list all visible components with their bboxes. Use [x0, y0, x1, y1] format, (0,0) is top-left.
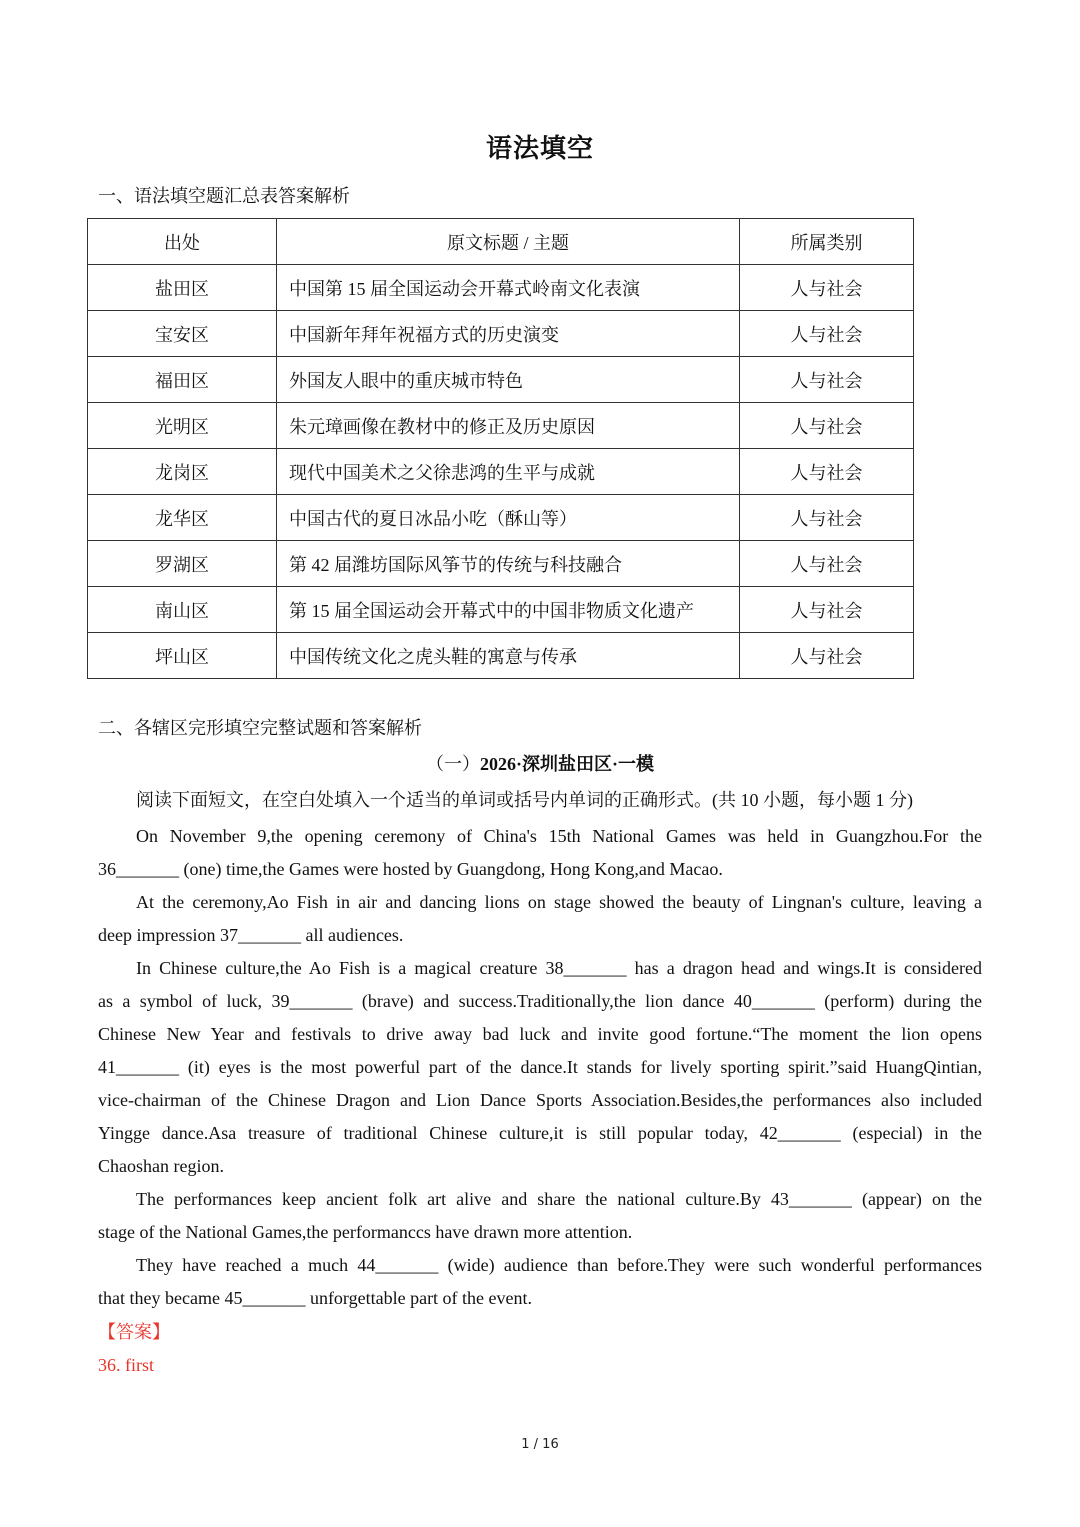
cell-category: 人与社会: [740, 449, 914, 495]
paragraph-line: In Chinese culture,the Ao Fish is a magical creature 38_______ has a dragon head and wings.It is considered: [136, 958, 982, 978]
table-header-row: [88, 219, 914, 265]
cell-title: 现代中国美术之父徐悲鸿的生平与成就: [277, 449, 740, 495]
subtitle-bold: 2026·深圳盐田区·一模: [479, 754, 654, 774]
cell-title: 中国古代的夏日冰品小吃（酥山等）: [277, 495, 740, 541]
paragraph-line: that they became 45_______ unforgettable part of the event.: [98, 1288, 533, 1308]
cell-source: 南山区: [88, 587, 277, 633]
cell-source: 福田区: [88, 357, 277, 403]
header-title: 原文标题 / 主题: [277, 219, 740, 265]
cell-source: 龙岗区: [88, 449, 277, 495]
paragraph-line: deep impression 37_______ all audiences.: [98, 925, 404, 945]
cell-title: 外国友人眼中的重庆城市特色: [277, 357, 740, 403]
table-row: [88, 449, 914, 495]
table-row: [88, 265, 914, 311]
table-row: [88, 633, 914, 679]
cell-title: 第 15 届全国运动会开幕式中的中国非物质文化遗产: [277, 587, 740, 633]
table-row: [88, 311, 914, 357]
cell-source: 盐田区: [88, 265, 277, 311]
table-row: [88, 403, 914, 449]
paragraph-line: Yingge dance.Asa treasure of traditional Chinese culture,it is still popular today, 42_______ (especial) in the: [98, 1123, 982, 1143]
paragraph-line: The performances keep ancient folk art alive and share the national culture.By 43_______ (appear) on the: [136, 1189, 982, 1209]
cell-category: 人与社会: [740, 311, 914, 357]
cell-source: 宝安区: [88, 311, 277, 357]
page-number: 1 / 16: [521, 1437, 559, 1452]
paragraph-line: Chinese New Year and festivals to drive away bad luck and invite good fortune.“The moment the lion opens: [98, 1024, 982, 1044]
paragraph: [98, 886, 982, 952]
passage-subtitle: [0, 750, 1080, 776]
cell-category: 人与社会: [740, 633, 914, 679]
cell-source: 坪山区: [88, 633, 277, 679]
paragraph-line: On November 9,the opening ceremony of China's 15th National Games was held in Guangzhou.For the: [136, 826, 982, 846]
table-row: [88, 357, 914, 403]
table-row: [88, 495, 914, 541]
summary-table: [87, 218, 914, 679]
cell-category: 人与社会: [740, 357, 914, 403]
cell-source: 光明区: [88, 403, 277, 449]
paragraph: [98, 1183, 982, 1249]
passage: [98, 784, 982, 1315]
cell-category: 人与社会: [740, 403, 914, 449]
paragraph-line: Chaoshan region.: [98, 1156, 224, 1176]
cell-title: 第 42 届潍坊国际风筝节的传统与科技融合: [277, 541, 740, 587]
page-title: 语法填空: [485, 134, 594, 163]
section-heading-1: 一、语法填空题汇总表答案解析: [98, 186, 350, 206]
cell-category: 人与社会: [740, 495, 914, 541]
subtitle-prefix: （一）: [425, 754, 480, 774]
cell-source: 龙华区: [88, 495, 277, 541]
header-category: 所属类别: [740, 219, 914, 265]
cell-title: 中国第 15 届全国运动会开幕式岭南文化表演: [277, 265, 740, 311]
paragraph-line: vice-chairman of the Chinese Dragon and Lion Dance Sports Association.Besides,the performances also included: [98, 1090, 982, 1110]
header-source: 出处: [88, 219, 277, 265]
paragraph-line: stage of the National Games,the performanccs have drawn more attention.: [98, 1222, 633, 1242]
cell-category: 人与社会: [740, 541, 914, 587]
cell-title: 中国传统文化之虎头鞋的寓意与传承: [277, 633, 740, 679]
paragraph-line: They have reached a much 44_______ (wide) audience than before.They were such wonderful performances: [136, 1255, 982, 1275]
paragraph-line: 36_______ (one) time,the Games were hosted by Guangdong, Hong Kong,and Macao.: [98, 859, 723, 879]
cell-source: 罗湖区: [88, 541, 277, 587]
paragraph: [98, 784, 982, 817]
cell-title: 朱元璋画像在教材中的修正及历史原因: [277, 403, 740, 449]
table-row: [88, 587, 914, 633]
table-row: [88, 541, 914, 587]
answer-36: 36. first: [98, 1355, 154, 1375]
paragraph-line: At the ceremony,Ao Fish in air and dancing lions on stage showed the beauty of Lingnan's culture, leaving a: [136, 892, 982, 912]
paragraph: [98, 820, 982, 886]
paragraph: [98, 1249, 982, 1315]
paragraph-line: as a symbol of luck, 39_______ (brave) and success.Traditionally,the lion dance 40_______ (perform) during the: [98, 991, 982, 1011]
cell-title: 中国新年拜年祝福方式的历史演变: [277, 311, 740, 357]
section-heading-2: 二、各辖区完形填空完整试题和答案解析: [98, 718, 422, 738]
paragraph-line: 阅读下面短文，在空白处填入一个适当的单词或括号内单词的正确形式。(共 10 小题，每小题 1 分): [136, 790, 913, 810]
answer-label: 【答案】: [98, 1322, 170, 1342]
cell-category: 人与社会: [740, 265, 914, 311]
cell-category: 人与社会: [740, 587, 914, 633]
paragraph: [98, 952, 982, 1183]
paragraph-line: 41_______ (it) eyes is the most powerful part of the dance.It stands for lively sporting spirit.”said HuangQintian,: [98, 1057, 982, 1077]
